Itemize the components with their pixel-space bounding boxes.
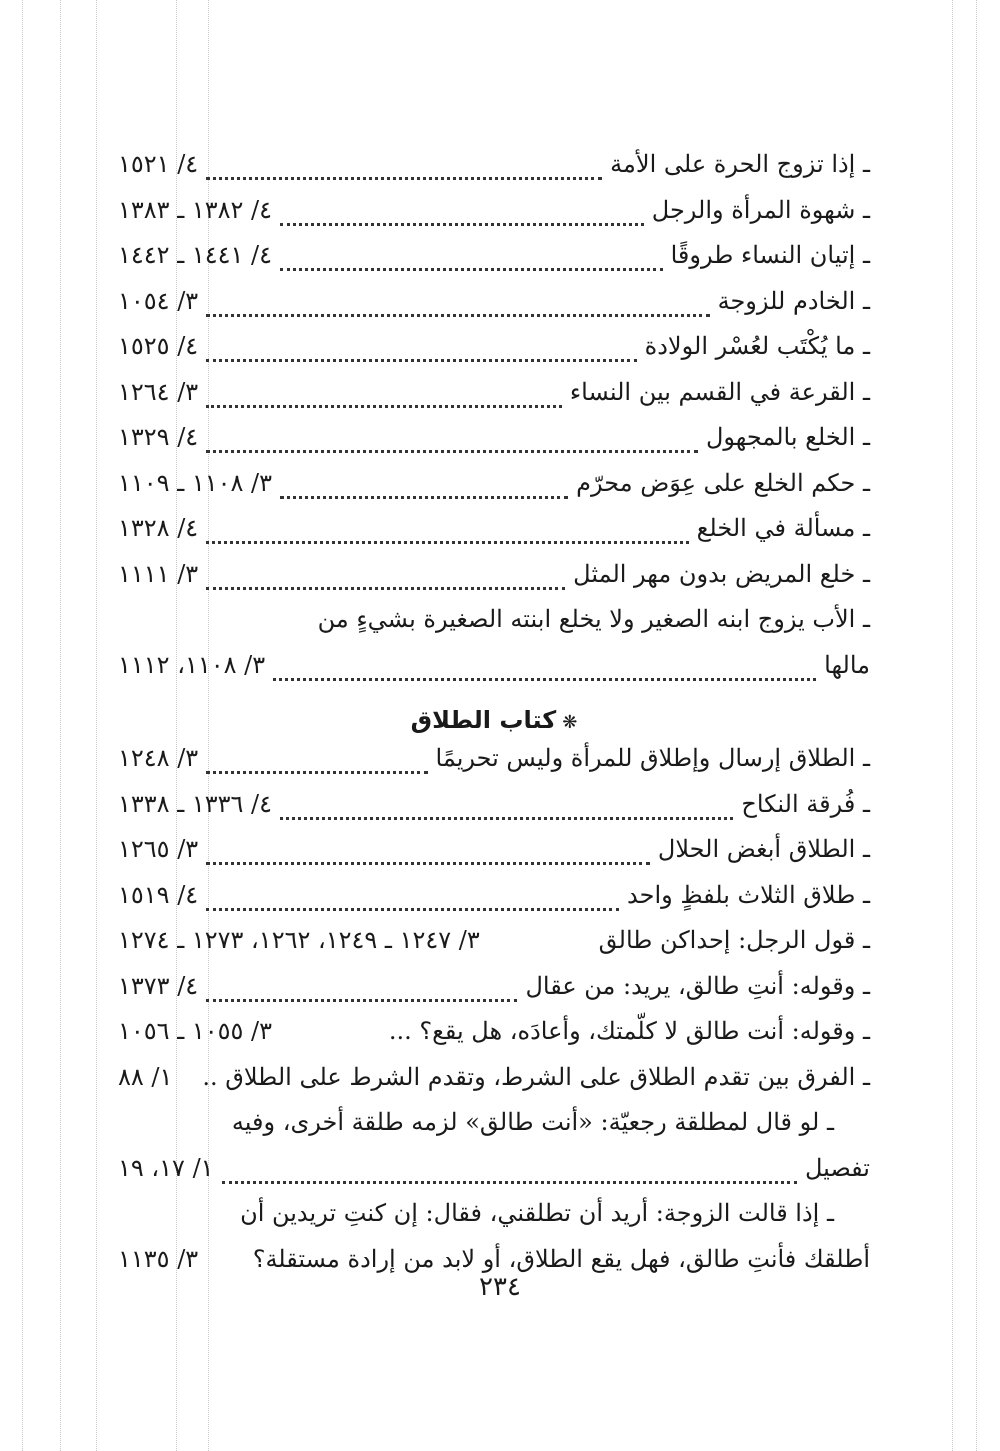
index-entry-line1 (118, 1199, 870, 1245)
entry-text: ـ الطلاق أبغض الحلال (657, 835, 870, 863)
entry-text: ـ طلاق الثلاث بلفظٍ واحد (627, 880, 870, 909)
entry-text: ـ لو قال لمطلقة رجعيّة: «أنت طالق» لزمه طلقة أخرى، وفيه (231, 1108, 834, 1136)
entry-text: ـ قول الرجل: إحداكن طالق (598, 926, 870, 954)
leader-dots (206, 541, 688, 544)
entry-text: ـ خلع المريض بدون مهر المثل (573, 559, 870, 588)
entry-text: ـ إتيان النساء طروقًا (670, 241, 870, 269)
entry-ref: ٣/ ١٢٦٥ (118, 835, 199, 863)
entry-ref: ٤/ ١٣٢٩ (118, 423, 199, 451)
entry-ref: ٣/ ١١٣٥ (118, 1244, 199, 1273)
leader-dots (206, 587, 565, 590)
entry-text: مالها (824, 650, 870, 679)
entry-text: ـ فُرقة النكاح (741, 789, 870, 818)
entry-ref: ٣/ ١٢٦٤ (118, 377, 199, 406)
index-entry (118, 150, 870, 196)
index-entry-line2 (118, 651, 870, 697)
entry-ref: ٣/ ١٢٤٨ (118, 744, 199, 772)
index-entry (118, 744, 870, 790)
leader-dots (206, 771, 427, 774)
entry-ref: ٤/ ١٥٢٥ (118, 332, 199, 360)
leader-dots (280, 223, 644, 226)
entry-text: أطلقك فأنتِ طالق، فهل يقع الطلاق، أو لابد من إرادة مستقلة؟ (252, 1244, 870, 1273)
entry-ref: ٤/ ١٤٤١ ـ ١٤٤٢ (118, 241, 273, 269)
index-content (118, 150, 870, 1290)
index-entry (118, 1063, 870, 1109)
index-entry (118, 514, 870, 560)
scan-guide-line (60, 0, 61, 1451)
entry-ref: ٣/ ١٠٥٤ (118, 286, 199, 315)
index-entry (118, 241, 870, 287)
entry-text: ـ الأب يزوج ابنه الصغير ولا يخلع ابنته الصغيرة بشيءٍ من (317, 605, 870, 633)
index-entry (118, 881, 870, 927)
entry-text: ـ مسألة في الخلع (696, 514, 870, 542)
entry-ref: ٤/ ١٣٢٨ (118, 514, 199, 542)
entry-text: ـ وقوله: أنت طالق لا كلّمتك، وأعادَه، هل يقع؟ ... (388, 1017, 870, 1045)
leader-dots (280, 817, 733, 820)
leader-dots (206, 405, 562, 408)
entry-ref: ٣/ ١١٠٨، ١١١٢ (118, 650, 266, 679)
entry-text: ـ الخادم للزوجة (717, 286, 870, 315)
leader-dots (280, 268, 663, 271)
entry-ref: ٣/ ١٠٥٥ ـ ١٠٥٦ (118, 1017, 273, 1045)
entry-ref: ٣/ ١٢٤٧ ـ ١٢٤٩، ١٢٦٢، ١٢٧٣ ـ ١٢٧٤ (118, 926, 480, 954)
entry-text: ـ الفرق بين تقدم الطلاق على الشرط، وتقدم الشرط على الطلاق .. (202, 1062, 870, 1091)
leader-dots (273, 678, 816, 681)
scan-guide-line (22, 0, 23, 1451)
index-entry (118, 332, 870, 378)
entry-ref: ٤/ ١٣٨٢ ـ ١٣٨٣ (118, 195, 273, 224)
index-entry (118, 469, 870, 515)
scan-guide-line (952, 0, 953, 1451)
index-entry (118, 560, 870, 606)
index-entry (118, 1017, 870, 1063)
leader-dots (206, 999, 517, 1002)
leader-dots (280, 496, 568, 499)
entry-ref: ١/ ٨٨ (118, 1062, 173, 1091)
leader-dots (206, 314, 709, 317)
entry-text: ـ القرعة في القسم بين النساء (569, 377, 870, 406)
entry-text: ـ إذا قالت الزوجة: أريد أن تطلقني، فقال: إن كنتِ تريدين أن (240, 1199, 834, 1227)
entry-ref: ٤/ ١٥٢١ (118, 150, 199, 178)
asterism-icon: ❋ (562, 712, 578, 733)
leader-dots (206, 908, 619, 911)
entry-text: تفصيل (804, 1153, 870, 1182)
index-entry-line1 (118, 1108, 870, 1154)
entry-text: ـ إذا تزوج الحرة على الأمة (610, 150, 870, 178)
leader-dots (206, 359, 637, 362)
entry-text: ـ وقوله: أنتِ طالق، يريد: من عقال (525, 971, 870, 1000)
entry-text: ـ حكم الخلع على عِوَض محرّم (576, 468, 870, 497)
entry-ref: ٣/ ١١٠٨ ـ ١١٠٩ (118, 468, 273, 497)
leader-dots (206, 450, 698, 453)
entry-text: ـ شهوة المرأة والرجل (651, 195, 870, 224)
index-entry (118, 835, 870, 881)
index-entry (118, 378, 870, 424)
scan-guide-line (976, 0, 977, 1451)
entry-ref: ١/ ١٧، ١٩ (118, 1153, 214, 1182)
index-entry (118, 790, 870, 836)
index-entry (118, 287, 870, 333)
index-entry (118, 196, 870, 242)
entry-text: ـ الطلاق إرسال وإطلاق للمرأة وليس تحريمًا (435, 744, 870, 772)
index-entry (118, 423, 870, 469)
leader-dots (222, 1181, 797, 1184)
leader-dots (206, 177, 602, 180)
entry-ref: ٤/ ١٥١٩ (118, 880, 199, 909)
index-entry (118, 972, 870, 1018)
entry-text: ـ الخلع بالمجهول (705, 423, 870, 451)
page-number: ٢٣٤ (479, 1272, 521, 1302)
entry-ref: ٤/ ١٣٧٣ (118, 971, 199, 1000)
index-entry-line1 (118, 605, 870, 651)
entry-ref: ٤/ ١٣٣٦ ـ ١٣٣٨ (118, 789, 273, 818)
entry-ref: ٣/ ١١١١ (118, 559, 199, 588)
scan-guide-line (96, 0, 97, 1451)
section-heading (118, 696, 870, 744)
entry-text: ـ ما يُكْتَب لعُسْر الولادة (644, 332, 870, 360)
leader-dots (206, 862, 650, 865)
heading-title: كتاب الطلاق (410, 706, 557, 734)
index-entry-line2 (118, 1154, 870, 1200)
index-entry (118, 926, 870, 972)
